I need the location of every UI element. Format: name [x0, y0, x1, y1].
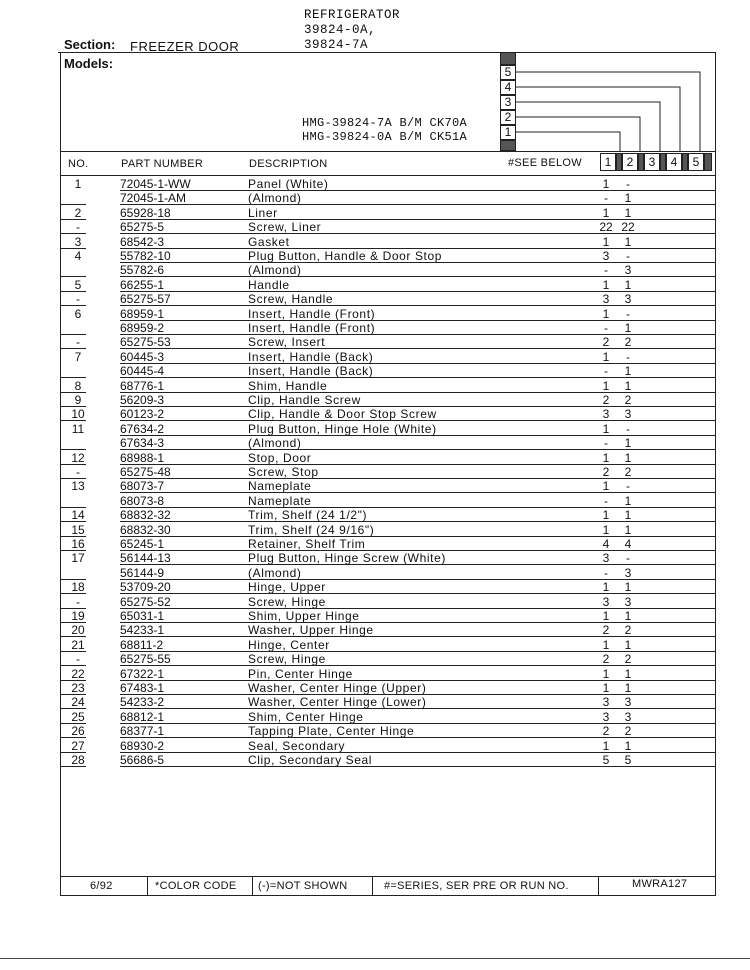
qty-series-2: 1: [624, 666, 632, 681]
qty-series-2: 1: [624, 378, 632, 393]
part-number: 65275-57: [120, 292, 171, 307]
qty-series-2: -: [626, 306, 630, 321]
part-number: 60445-4: [120, 364, 165, 379]
item-number: 5: [74, 277, 82, 292]
header-bottom-rule: [60, 175, 716, 176]
part-number: 55782-10: [120, 249, 171, 263]
part-description: Insert, Handle (Back): [248, 349, 374, 364]
part-number: 72045-1-WW: [120, 177, 191, 191]
item-number: 20: [71, 623, 85, 638]
qty-series-2: 2: [624, 335, 632, 350]
qty-series-1: -: [604, 364, 608, 379]
part-number: 60445-3: [120, 349, 165, 364]
qty-series-2: 1: [624, 508, 632, 523]
qty-series-1: 1: [602, 681, 610, 695]
part-number: 68959-1: [120, 306, 165, 321]
item-number: 27: [71, 738, 85, 753]
qty-series-1: 3: [602, 407, 610, 422]
item-number: 15: [71, 522, 85, 537]
part-number: 60123-2: [120, 407, 165, 422]
qty-series-1: 3: [602, 551, 610, 566]
col-header-series-4: 4: [666, 153, 682, 171]
qty-series-2: 3: [624, 263, 632, 278]
col-header-part-number: PART NUMBER: [121, 158, 204, 170]
section-label: Section:: [64, 37, 116, 52]
part-number: 65928-18: [120, 205, 171, 220]
qty-series-1: 1: [602, 479, 610, 494]
part-number: 53709-20: [120, 580, 171, 595]
part-description: Nameplate: [248, 493, 312, 508]
part-description: Shim, Center Hinge: [248, 709, 364, 724]
part-number: 65245-1: [120, 537, 165, 551]
item-number: 19: [71, 609, 85, 623]
col-header-series-2: 2: [622, 153, 638, 171]
part-number: 68988-1: [120, 450, 165, 465]
qty-series-2: 1: [624, 580, 632, 595]
qty-series-2: 2: [624, 652, 632, 667]
qty-series-1: 1: [602, 450, 610, 465]
qty-series-2: 4: [624, 537, 632, 551]
qty-series-2: 3: [624, 565, 632, 580]
qty-series-2: 1: [624, 609, 632, 623]
qty-series-1: -: [604, 263, 608, 278]
qty-series-2: 3: [624, 594, 632, 609]
part-description: Hinge, Center: [248, 637, 330, 652]
qty-series-1: 2: [602, 335, 610, 350]
col-header-no: NO.: [68, 158, 89, 170]
part-description: Liner: [248, 205, 278, 220]
part-number: 68542-3: [120, 234, 165, 249]
part-description: Shim, Handle: [248, 378, 328, 393]
qty-series-1: 2: [602, 393, 610, 407]
part-number: 68832-30: [120, 522, 171, 537]
part-description: Seal, Secondary: [248, 738, 346, 753]
item-number: -: [76, 594, 80, 609]
part-description: Clip, Handle Screw: [248, 393, 361, 407]
footer-not-shown: (-)=NOT SHOWN: [258, 880, 348, 892]
qty-series-1: 1: [602, 580, 610, 595]
part-description: Handle: [248, 277, 290, 292]
part-description: Clip, Handle & Door Stop Screw: [248, 407, 437, 422]
qty-series-2: -: [626, 421, 630, 436]
part-number: 65275-52: [120, 594, 171, 609]
series-separator: [704, 153, 712, 171]
qty-series-1: 4: [602, 537, 610, 551]
part-description: (Almond): [248, 565, 302, 580]
qty-series-1: 1: [602, 378, 610, 393]
footer-date: 6/92: [90, 880, 113, 892]
page-bottom-rule: [0, 958, 750, 959]
series-box-1: 1: [500, 125, 516, 140]
item-number: -: [76, 465, 80, 479]
item-number: 12: [71, 450, 85, 465]
qty-series-1: -: [604, 321, 608, 335]
qty-series-2: 1: [624, 450, 632, 465]
part-number: 54233-1: [120, 623, 165, 638]
footer-divider: [598, 876, 599, 896]
qty-series-2: 1: [624, 436, 632, 451]
qty-series-1: -: [604, 493, 608, 508]
item-number: 24: [71, 695, 85, 710]
qty-series-1: 1: [602, 177, 610, 191]
qty-series-1: 22: [599, 220, 613, 235]
qty-series-1: 1: [602, 234, 610, 249]
qty-series-2: -: [626, 551, 630, 566]
col-header-see-below: #SEE BELOW: [508, 157, 582, 169]
qty-series-1: -: [604, 436, 608, 451]
model-line-1: HMG-39824-7A B/M CK70A: [302, 116, 468, 130]
part-number: 56144-9: [120, 565, 165, 580]
part-number: 68959-2: [120, 321, 165, 335]
qty-series-2: -: [626, 349, 630, 364]
col-header-description: DESCRIPTION: [249, 158, 328, 170]
qty-series-1: 1: [602, 666, 610, 681]
item-number: 23: [71, 681, 85, 695]
series-box-3: 3: [500, 95, 516, 110]
item-number: 1: [74, 177, 82, 191]
part-description: Retainer, Shelf Trim: [248, 537, 366, 551]
part-description: Washer, Upper Hinge: [248, 623, 374, 638]
qty-series-2: 3: [624, 709, 632, 724]
part-number: 68811-2: [120, 637, 164, 652]
part-number: 65275-5: [120, 220, 165, 235]
series-box-5: 5: [500, 65, 516, 80]
qty-series-1: 3: [602, 695, 610, 710]
footer-divider: [147, 876, 148, 896]
part-description: Clip, Secondary Seal: [248, 753, 373, 767]
item-number: 18: [71, 580, 85, 595]
qty-series-1: 3: [602, 594, 610, 609]
part-number: 65031-1: [120, 609, 165, 623]
part-description: Screw, Liner: [248, 220, 322, 235]
qty-series-2: -: [626, 479, 630, 494]
qty-series-2: 1: [624, 234, 632, 249]
item-number: 10: [71, 407, 85, 422]
part-number: 68930-2: [120, 738, 165, 753]
part-description: Gasket: [248, 234, 290, 249]
part-description: (Almond): [248, 191, 302, 206]
qty-series-2: 1: [624, 493, 632, 508]
series-box-2: 2: [500, 110, 516, 125]
item-number: -: [76, 335, 80, 350]
footer-doc-code: MWRA127: [632, 878, 688, 890]
item-number: -: [76, 652, 80, 667]
footer-series-note: #=SERIES, SER PRE OR RUN NO.: [384, 880, 569, 892]
qty-series-1: 1: [602, 277, 610, 292]
item-number: 16: [71, 537, 85, 551]
item-number: 25: [71, 709, 85, 724]
part-number: 65275-48: [120, 465, 171, 479]
qty-series-1: 1: [602, 522, 610, 537]
qty-series-2: 1: [624, 364, 632, 379]
part-number: 68073-8: [120, 493, 165, 508]
qty-series-2: 3: [624, 292, 632, 307]
qty-series-1: -: [604, 191, 608, 206]
qty-series-2: 3: [624, 407, 632, 422]
part-description: Pin, Center Hinge: [248, 666, 353, 681]
qty-series-2: 1: [624, 191, 632, 206]
qty-series-2: -: [626, 249, 630, 263]
part-number: 56686-5: [120, 753, 165, 767]
qty-series-2: 1: [624, 522, 632, 537]
qty-series-1: 2: [602, 652, 610, 667]
part-number: 56144-13: [120, 551, 171, 566]
item-number: 9: [74, 393, 82, 407]
qty-series-2: 3: [624, 695, 632, 710]
qty-series-1: 2: [602, 465, 610, 479]
part-number: 56209-3: [120, 393, 165, 407]
series-box-4: 4: [500, 80, 516, 95]
item-number: 28: [71, 753, 85, 767]
document-title-line-3: 39824-7A: [304, 38, 369, 52]
part-number: 54233-2: [120, 695, 165, 710]
row-underline: [60, 766, 86, 767]
part-number: 67634-3: [120, 436, 165, 451]
qty-series-1: 3: [602, 249, 610, 263]
part-number: 72045-1-AM: [120, 191, 187, 206]
qty-series-2: 1: [624, 277, 632, 292]
part-number: 68776-1: [120, 378, 165, 393]
item-number: 21: [71, 637, 85, 652]
part-description: Washer, Center Hinge (Upper): [248, 681, 427, 695]
part-description: Hinge, Upper: [248, 580, 326, 595]
qty-series-1: 1: [602, 205, 610, 220]
part-number: 66255-1: [120, 277, 165, 292]
header-top-rule: [60, 151, 716, 152]
part-description: Plug Button, Hinge Hole (White): [248, 421, 437, 436]
qty-series-2: 5: [624, 753, 632, 767]
part-number: 68812-1: [120, 709, 165, 724]
part-description: (Almond): [248, 263, 302, 278]
part-number: 68073-7: [120, 479, 165, 494]
document-title-line-2: 39824-0A,: [304, 23, 377, 37]
part-description: Tapping Plate, Center Hinge: [248, 724, 415, 739]
part-description: Screw, Hinge: [248, 652, 326, 667]
part-number: 55782-6: [120, 263, 165, 278]
qty-series-2: -: [626, 177, 630, 191]
qty-series-2: 2: [624, 465, 632, 479]
part-description: Screw, Stop: [248, 465, 319, 479]
part-description: Stop, Door: [248, 450, 312, 465]
item-number: -: [76, 292, 80, 307]
part-description: Screw, Handle: [248, 292, 334, 307]
part-number: 68377-1: [120, 724, 165, 739]
qty-series-2: 1: [624, 637, 632, 652]
qty-series-1: 5: [602, 753, 610, 767]
col-header-series-5: 5: [688, 153, 704, 171]
part-description: Trim, Shelf (24 1/2"): [248, 508, 368, 523]
part-number: 68832-32: [120, 508, 171, 523]
part-description: Screw, Hinge: [248, 594, 326, 609]
qty-series-1: 1: [602, 421, 610, 436]
part-number: 65275-53: [120, 335, 171, 350]
item-number: 7: [74, 349, 82, 364]
part-description: Insert, Handle (Front): [248, 321, 376, 335]
document-title-line-1: REFRIGERATOR: [304, 8, 401, 22]
item-number: 4: [74, 249, 82, 263]
part-description: Insert, Handle (Front): [248, 306, 376, 321]
qty-series-2: 1: [624, 205, 632, 220]
qty-series-1: 2: [602, 623, 610, 638]
qty-series-1: 1: [602, 306, 610, 321]
part-description: Screw, Insert: [248, 335, 326, 350]
item-number: 26: [71, 724, 85, 739]
qty-series-1: -: [604, 565, 608, 580]
part-description: Panel (White): [248, 177, 329, 191]
part-description: Plug Button, Handle & Door Stop: [248, 249, 443, 263]
item-number: 14: [71, 508, 85, 523]
part-number: 67322-1: [120, 666, 165, 681]
qty-series-1: 1: [602, 508, 610, 523]
item-number: 17: [71, 551, 85, 566]
part-description: Nameplate: [248, 479, 312, 494]
item-number: 6: [74, 306, 82, 321]
col-header-series-1: 1: [600, 153, 616, 171]
qty-series-1: 1: [602, 637, 610, 652]
qty-series-2: 2: [624, 724, 632, 739]
row-underline: [120, 766, 716, 767]
part-number: 67483-1: [120, 681, 165, 695]
qty-series-2: 1: [624, 738, 632, 753]
footer-color-code: *COLOR CODE: [155, 880, 237, 892]
qty-series-2: 22: [621, 220, 635, 235]
qty-series-2: 1: [624, 321, 632, 335]
item-number: 2: [74, 205, 82, 220]
part-description: Shim, Upper Hinge: [248, 609, 360, 623]
section-value: FREEZER DOOR: [130, 39, 240, 54]
part-description: (Almond): [248, 436, 302, 451]
part-description: Trim, Shelf (24 9/16"): [248, 522, 375, 537]
part-description: Insert, Handle (Back): [248, 364, 374, 379]
item-number: 11: [71, 421, 85, 436]
footer-divider: [252, 876, 253, 896]
qty-series-2: 1: [624, 681, 632, 695]
part-description: Washer, Center Hinge (Lower): [248, 695, 427, 710]
item-number: 8: [74, 378, 82, 393]
qty-series-1: 1: [602, 349, 610, 364]
item-number: 13: [71, 479, 85, 494]
qty-series-1: 3: [602, 292, 610, 307]
footer-divider: [372, 876, 373, 896]
item-number: 22: [71, 666, 85, 681]
part-description: Plug Button, Hinge Screw (White): [248, 551, 446, 566]
model-line-2: HMG-39824-0A B/M CK51A: [302, 130, 468, 144]
part-number: 67634-2: [120, 421, 165, 436]
qty-series-2: 2: [624, 623, 632, 638]
models-label: Models:: [64, 56, 114, 71]
qty-series-2: 2: [624, 393, 632, 407]
qty-series-1: 1: [602, 738, 610, 753]
part-number: 65275-55: [120, 652, 171, 667]
item-number: 3: [74, 234, 82, 249]
qty-series-1: 2: [602, 724, 610, 739]
qty-series-1: 1: [602, 609, 610, 623]
qty-series-1: 3: [602, 709, 610, 724]
col-header-series-3: 3: [644, 153, 660, 171]
item-number: -: [76, 220, 80, 235]
